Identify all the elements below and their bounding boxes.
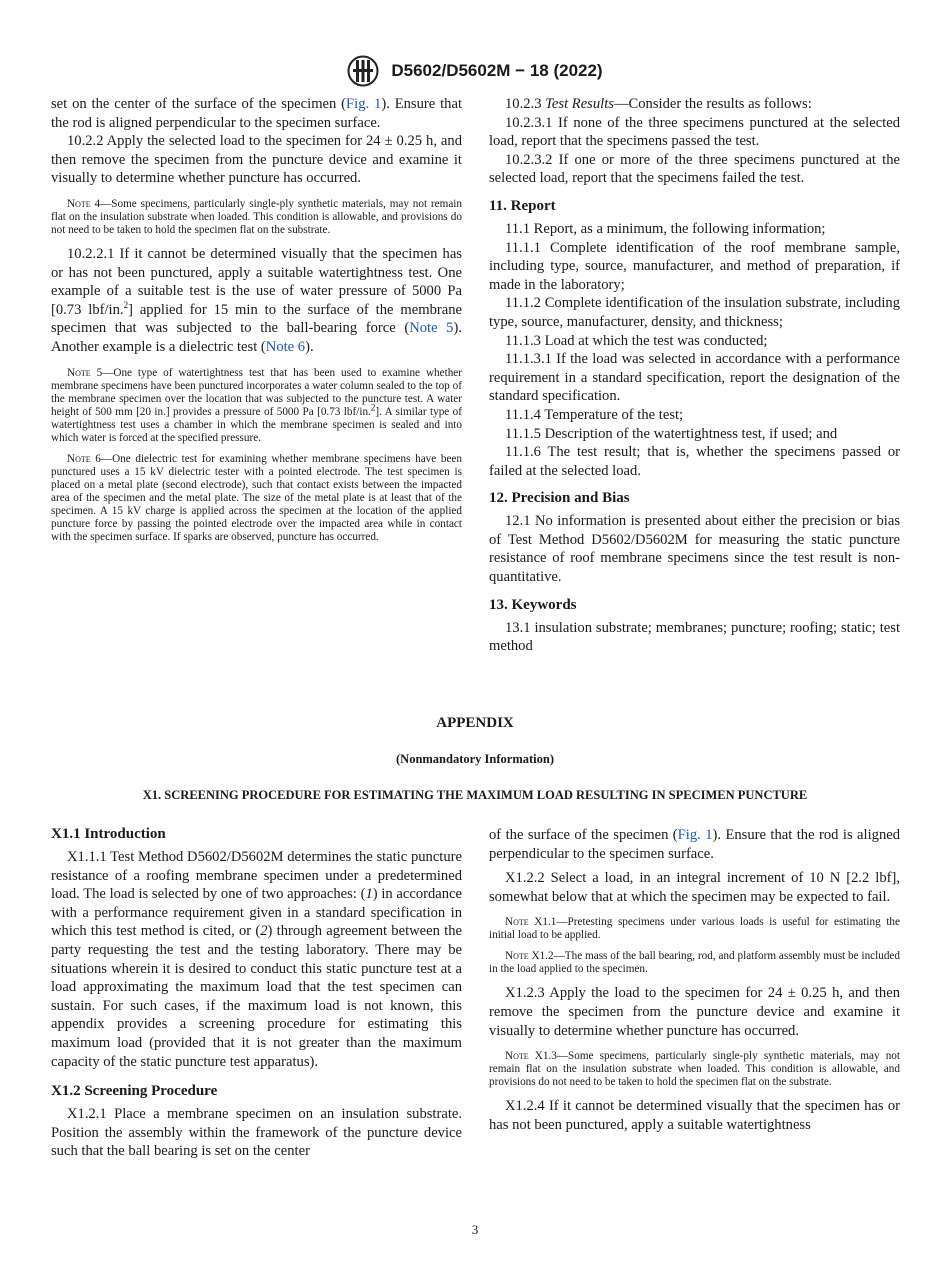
text: ).: [305, 338, 314, 355]
superscript: 2: [123, 299, 129, 310]
note-text: 6—One dielectric test for examining whether membrane specimens have been punctured uses a 15 kV dielectric tester with a pointed electrode. The test specimen is placed on a metal plate (second electrode), such that contact exists between the impacted area of the specimen and the metal plate. The size of the metal plate is at least that of the specimen. A 15 kV charge is applied across the specimen at the location of the applied puncture force by passing the pointed electrode over the impacted area while in contact with the specimen surface. If sparks are observed, puncture has occurred.: [51, 452, 462, 543]
heading-x1-2-screening: X1.2 Screening Procedure: [51, 1083, 218, 1100]
note-x1-2: [489, 950, 900, 976]
text: ). Ensure that the rod is aligned perpendicular to the specimen surface.: [51, 96, 462, 131]
text: of the surface of the specimen (: [489, 827, 678, 843]
section-10-2-2: 10.2.2 Apply the selected load to the specimen for 24 ± 0.25 h, and then remove the specimen from the puncture device and examine it visually to determine whether puncture has occurred.: [51, 133, 462, 187]
note-label: Note: [505, 950, 529, 963]
top-right-column: [489, 95, 900, 656]
section-10-2-2-1: [51, 245, 462, 357]
note-x1-1: [489, 916, 900, 942]
section-x1-2-3: X1.2.3 Apply the load to the specimen for 24 ± 0.25 h, and then remove the specimen from the puncture device and examine it visually to determine whether puncture has occurred.: [489, 985, 900, 1039]
note-label: Note: [67, 452, 91, 465]
section-x1-2-4: X1.2.4 If it cannot be determined visually that the specimen has or has not been punctured, apply a suitable watertightness: [489, 1098, 900, 1133]
page-header: [0, 55, 950, 87]
note-label: Note: [67, 366, 91, 379]
heading-keywords: 13. Keywords: [489, 596, 577, 613]
emphasis: Test Results: [545, 96, 614, 112]
section-x1-2-1: X1.2.1 Place a membrane specimen on an insulation substrate. Position the assembly within the framework of the puncture device such that the ball bearing is set on the center: [51, 1106, 462, 1160]
note-6: [51, 453, 462, 544]
note-text: 5—One type of watertightness test that has been used to examine whether membrane specimens have been punctured incorporates a water column sealed to the top of the membrane specimen over the location that was subjected to the puncture test. A water height of 500 mm [20 in.] provides a pressure of 5000 Pa [0.73 lbf/in.: [51, 366, 462, 418]
emphasis: 1: [365, 886, 373, 903]
fig1-link[interactable]: Fig. 1: [677, 827, 713, 843]
section-11-1: 11.1 Report, as a minimum, the following information;: [505, 220, 826, 237]
section-12-1: 12.1 No information is presented about either the precision or bias of Test Method D5602/D5602M for measuring the static puncture resistance of roof membrane specimens since the test result is non-quantitative.: [489, 513, 900, 586]
text: ] applied for 15 min to the surface of the membrane specimen that was subjected to the ball-bearing force (: [51, 301, 462, 337]
note5-link[interactable]: Note 5: [409, 320, 454, 337]
section-10-2-3-1: 10.2.3.1 If none of the three specimens punctured at the selected load, report that the specimens passed the test.: [489, 114, 900, 150]
heading-report: 11. Report: [489, 197, 556, 214]
note-text: ]. A similar type of watertightness test uses a chamber in which the membrane specimen is sealed and into which water is forced at the specified pressure.: [51, 405, 462, 444]
note-4: [51, 198, 462, 237]
fig1-link[interactable]: Fig. 1: [346, 96, 382, 112]
note6-link[interactable]: Note 6: [265, 338, 306, 355]
section-11-1-4: 11.1.4 Temperature of the test;: [505, 406, 684, 423]
text: —Consider the results as follows:: [613, 96, 812, 112]
astm-logo-icon: [347, 55, 379, 87]
appendix-title: APPENDIX: [436, 715, 514, 731]
section-11-1-1: 11.1.1 Complete identification of the roof membrane sample, including type, source, manufacturer, and method of preparation, if made in the laboratory;: [489, 239, 900, 293]
note-5: [51, 367, 462, 445]
section-11-1-6: 11.1.6 The test result; that is, whether the specimens passed or failed at the selected load.: [489, 444, 900, 479]
text: ) through agreement between the party requesting the test and the testing laboratory. There may be situations wherein it is desired to conduct this static puncture test at a load approximating the maximum load that the test specimen can sustain. For such cases, if the maximum load is not known, this appendix provides a screening procedure for estimating this maximum load (provided that it is not greater than the maximum capacity of the static puncture test apparatus).: [51, 923, 462, 1070]
paragraph-continued: [51, 95, 462, 132]
heading-x1-1-introduction: X1.1 Introduction: [51, 826, 166, 842]
section-x1-1-1: [51, 848, 462, 1071]
heading-precision-bias: 12. Precision and Bias: [489, 490, 630, 507]
text: set on the center of the surface of the specimen (: [51, 96, 347, 112]
note-text: X1.3—Some specimens, particularly single-ply synthetic materials, may not remain flat on the insulation substrate when loaded. This condition is allowable, and provisions do not need to be taken to hold the specimen flat on the substrate.: [489, 1050, 900, 1089]
note-text: X1.1—Pretesting specimens under various loads is useful for estimating the initial load to be applied.: [489, 916, 900, 942]
bottom-right-column: [489, 826, 900, 1134]
paragraph-continued: [489, 826, 900, 863]
section-11-1-2: 11.1.2 Complete identification of the insulation substrate, including type, source, manufacturer, density, and thickness;: [489, 295, 900, 330]
text: X1.1.1 Test Method D5602/D5602M determines the static puncture resistance of a roofing membrane specimen under a predetermined load. The load is selected by one of two approaches: (: [51, 849, 462, 903]
section-10-2-3-2: 10.2.3.2 If one or more of the three specimens punctured at the selected load, report that the specimens failed the test.: [489, 151, 900, 187]
note-label: Note: [67, 197, 91, 210]
section-13-1: 13.1 insulation substrate; membranes; puncture; roofing; static; test method: [489, 619, 900, 655]
section-x1-2-2: X1.2.2 Select a load, in an integral increment of 10 N [2.2 lbf], somewhat below that at which the specimen may be expected to fail.: [489, 870, 900, 905]
superscript: 2: [370, 401, 376, 412]
note-text: 4—Some specimens, particularly single-ply synthetic materials, may not remain flat on the insulation substrate when loaded. This condition is allowable, and provisions do not need to be taken to hold the specimen flat on the substrate.: [51, 197, 462, 236]
section-11-1-3-1: 11.1.3.1 If the load was selected in accordance with a performance requirement in a standard specification, report the designation of the standard specification.: [489, 351, 900, 405]
text: ). Another example is a dielectric test (: [51, 320, 462, 355]
section-11-1-3: 11.1.3 Load at which the test was conducted;: [505, 332, 768, 349]
note-text: X1.2—The mass of the ball bearing, rod, and platform assembly must be included in the load applied to the specimen.: [489, 950, 900, 976]
appendix-subtitle: (Nonmandatory Information): [396, 752, 554, 766]
text: 10.2.3: [505, 96, 546, 112]
section-11-1-5: 11.1.5 Description of the watertightness test, if used; and: [505, 425, 838, 442]
note-label: Note: [505, 916, 529, 929]
page-number: 3: [471, 1222, 479, 1237]
emphasis: 2: [260, 923, 268, 940]
text: ). Ensure that the rod is aligned perpendicular to the specimen surface.: [489, 827, 901, 862]
appendix-x1-title: X1. SCREENING PROCEDURE FOR ESTIMATING THE MAXIMUM LOAD RESULTING IN SPECIMEN PUNCTURE: [142, 788, 808, 802]
bottom-left-column: [51, 826, 462, 1161]
section-10-2-3: [489, 95, 900, 114]
note-x1-3: [489, 1050, 900, 1089]
document-id: D5602/D5602M − 18 (2022): [391, 61, 603, 80]
top-left-column: [51, 95, 462, 552]
text: 10.2.2.1 If it cannot be determined visually that the specimen has or has not been punctured, apply a suitable watertightness test. One example of a suitable test is the use of water pressure of 5000 Pa [0.73 lbf/in.: [51, 245, 462, 318]
note-label: Note: [505, 1050, 529, 1063]
text: ) in accordance with a performance requirement given in a standard specification in which this test method is cited, or (: [51, 886, 463, 940]
